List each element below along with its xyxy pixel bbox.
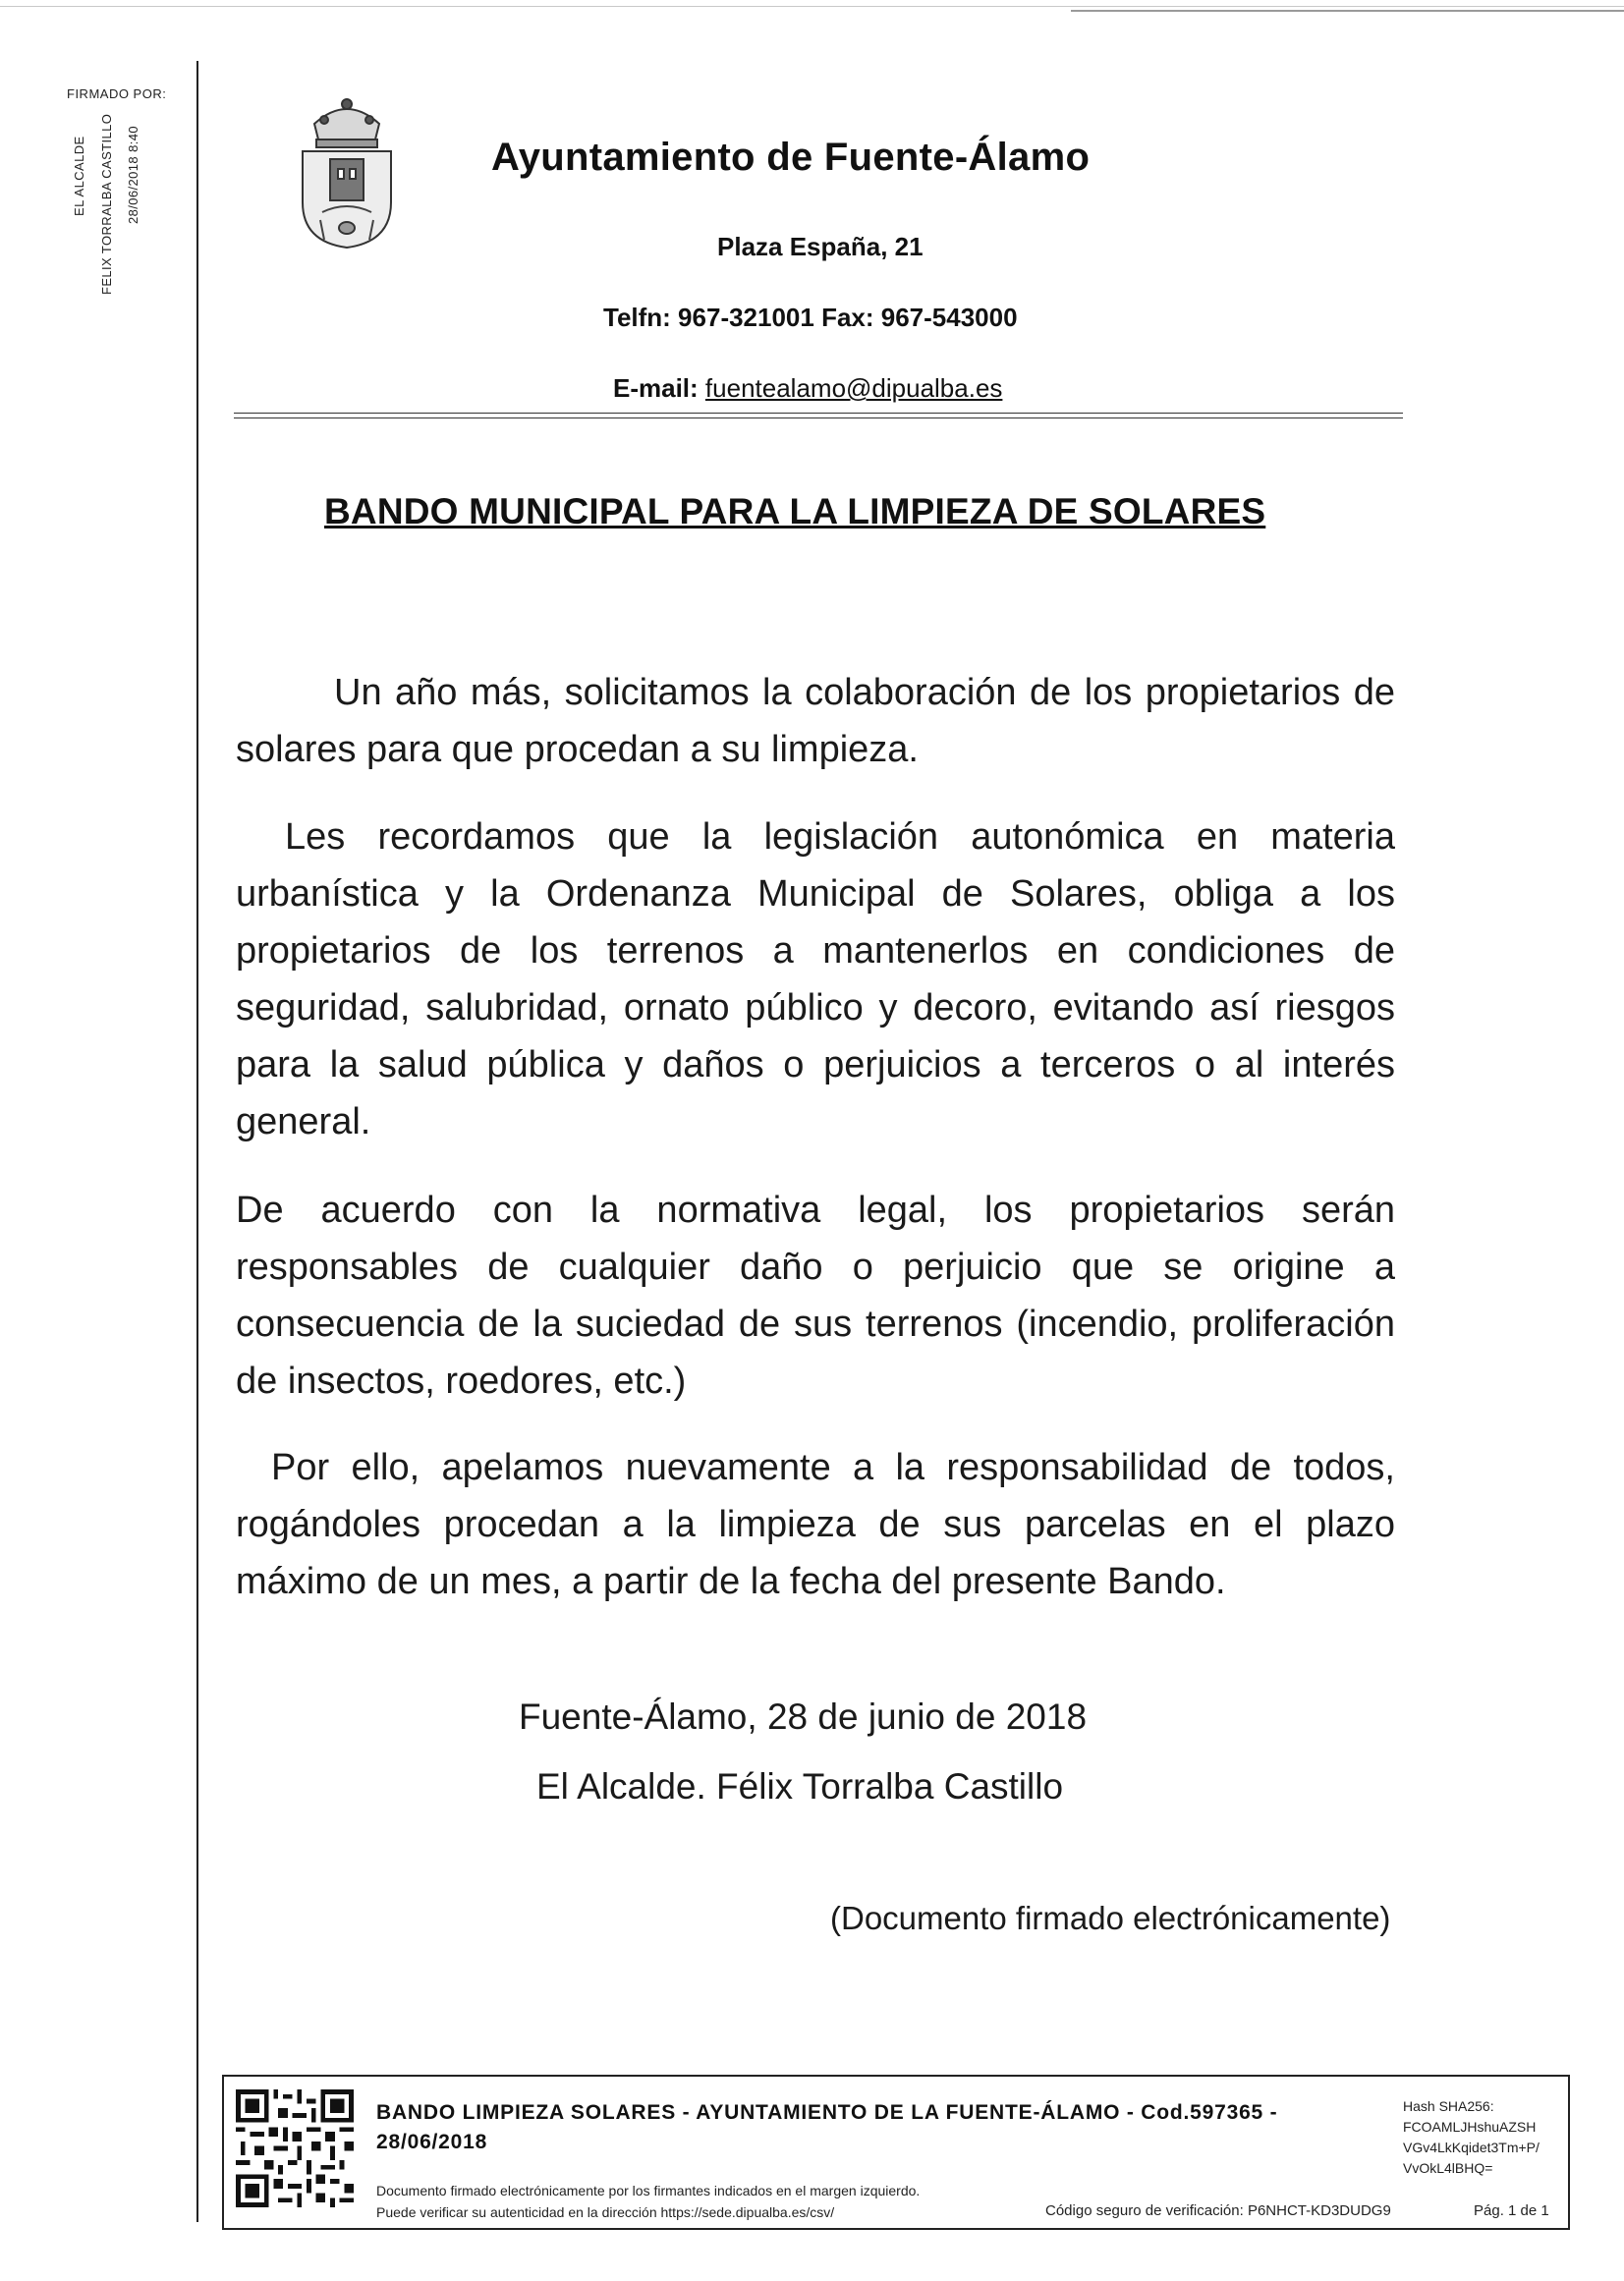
hash-label: Hash SHA256:: [1403, 2098, 1494, 2114]
signer-role: EL ALCALDE: [72, 136, 86, 216]
signer-line: El Alcalde. Félix Torralba Castillo: [536, 1766, 1064, 1807]
page-indicator: Pág. 1 de 1: [1474, 2202, 1549, 2219]
organization-name: Ayuntamiento de Fuente-Álamo: [491, 136, 1091, 179]
address: Plaza España, 21: [717, 232, 924, 261]
hash-value: FCOAMLJHshuAZSH VGv4LkKqidet3Tm+P/ VvOkL4lBHQ=: [1403, 2119, 1540, 2176]
qr-code-icon[interactable]: [236, 2088, 354, 2208]
phone-fax: Telfn: 967-321001 Fax: 967-543000: [603, 303, 1018, 332]
place-date: Fuente-Álamo, 28 de junio de 2018: [519, 1697, 1088, 1737]
electronic-signature-note: (Documento firmado electrónicamente): [830, 1900, 1391, 1936]
coat-of-arms-icon: [293, 94, 401, 250]
email-line: [613, 373, 1002, 404]
hash-block: [1403, 2096, 1570, 2179]
header-rule: [234, 413, 1403, 414]
margin-divider: [196, 61, 198, 2222]
scan-edge-line: [0, 6, 1624, 7]
signature-timestamp: 28/06/2018 8:40: [126, 126, 140, 224]
footer-document-title: BANDO LIMPIEZA SOLARES - AYUNTAMIENTO DE LA FUENTE-ÁLAMO - Cod.597365 - 28/06/2018: [376, 2101, 1278, 2153]
paragraph-request: Por ello, apelamos nuevamente a la responsabilidad de todos, rogándoles procedan a la limpieza de sus parcelas en el plazo máximo de un mes, a partir de la fecha del presente Bando.: [236, 1447, 1395, 1602]
email-link[interactable]: fuentealamo@dipualba.es: [704, 373, 1003, 403]
paragraph-legislation: Les recordamos que la legislación autonómica en materia urbanística y la Ordenanza Municipal de Solares, obliga a los propietarios de los terrenos a mantenerlos en condiciones de seguridad, salubridad, ornato público y decoro, evitando así riesgos para la salud pública y daños o perjuicios a terceros o al interés general.: [236, 816, 1395, 1142]
verification-code: Código seguro de verificación: P6NHCT-KD3DUDG9: [1045, 2202, 1391, 2219]
signer-name: FELIX TORRALBA CASTILLO: [99, 113, 114, 295]
paragraph-intro: Un año más, solicitamos la colaboración de los propietarios de solares para que procedan a su limpieza.: [236, 672, 1395, 770]
verification-footer: [222, 2075, 1570, 2230]
firmado-por-label: FIRMADO POR:: [67, 86, 167, 101]
document-title: BANDO MUNICIPAL PARA LA LIMPIEZA DE SOLARES: [324, 491, 1266, 531]
email-label: E-mail:: [613, 373, 699, 403]
header-rule: [234, 417, 1403, 418]
footer-signature-note: Documento firmado electrónicamente por los firmantes indicados en el margen izquierdo.: [376, 2183, 921, 2198]
paragraph-responsibility: De acuerdo con la normativa legal, los propietarios serán responsables de cualquier daño o perjuicio que se origine a consecuencia de la suciedad de sus terrenos (incendio, proliferación de insectos, roedores, etc.): [236, 1190, 1395, 1402]
footer-verify-note: Puede verificar su autenticidad en la dirección https://sede.dipualba.es/csv/: [376, 2204, 835, 2220]
scan-edge-line: [1071, 10, 1624, 12]
